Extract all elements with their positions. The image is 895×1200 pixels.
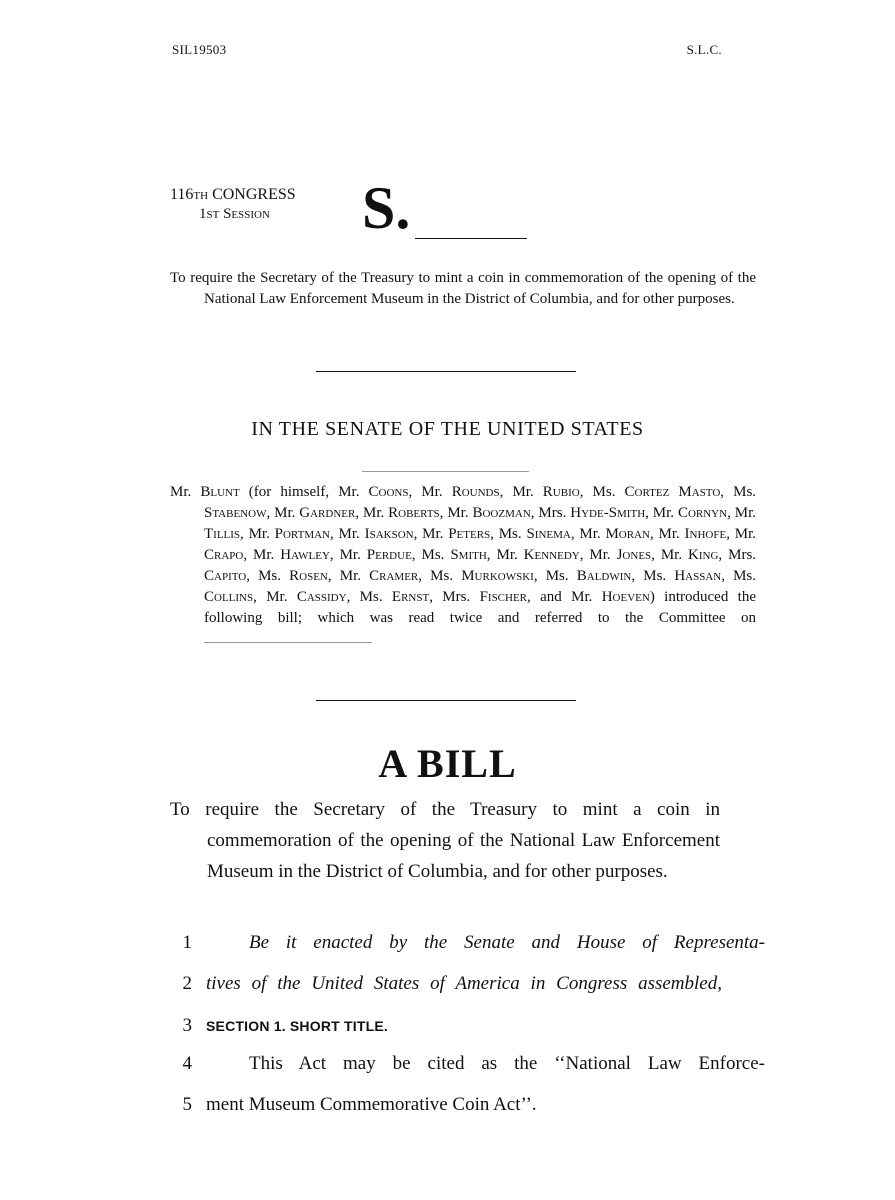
divider-rule-thin — [362, 471, 529, 472]
cosponsor-name: Hawley — [280, 547, 330, 563]
session-number: 1 — [199, 206, 207, 222]
congress-label — [170, 186, 296, 205]
cosponsor-title: Mr. — [734, 526, 757, 542]
cosponsor-name: Baldwin — [576, 568, 632, 584]
lead-sponsor-title: Mr. — [170, 484, 192, 500]
enacting-clause-part2: tives of the United States of America in Congress assembled, — [206, 973, 722, 994]
line-number: 2 — [182, 973, 192, 994]
cosponsor-title: Mr. — [339, 568, 370, 584]
cosponsor-name: Tillis — [204, 526, 241, 542]
cosponsor-title: Ms. — [498, 526, 527, 542]
cosponsor-name: Stabenow — [204, 505, 267, 521]
cosponsor-title: Mr. — [579, 526, 606, 542]
sponsors-paragraph: Mr. Blunt (for himself, Mr. Coons, Mr. Rounds, Mr. Rubio, Ms. Cortez Masto, Ms. Stabenow, Mr. Gardner, Mr. Roberts, Mr. Boozman, Mrs. Hyde-Smith, Mr. Cornyn, Mr. Tillis, Mr. Portman, Mr. Isakson, Mr. Peters, Ms. Sinema, Mr. Moran, Mr. Inhofe, Mr. Crapo, Mr. Hawley, Mr. Perdue, Ms. Smith, Mr. Kennedy, Mr. Jones, Mr. King, Mrs. Capito, Ms. Rosen, Mr. Cramer, Ms. Murkowski, Ms. Baldwin, Ms. Hassan, Ms. Collins, Mr. Cassidy, Ms. Ernst, Mrs. Fischer, and Mr. Hoeven) introduced the following bill; which was read twice and referred to the Committee on — [170, 482, 756, 650]
cosponsor-title: Mr. — [496, 547, 524, 563]
cosponsor-title: Mrs. — [728, 547, 757, 563]
cosponsor-name: Cassidy — [296, 589, 347, 605]
cosponsor-name: Hassan — [674, 568, 722, 584]
cosponsor-name: Collins — [204, 589, 254, 605]
cosponsor-name: Hyde-Smith — [570, 505, 646, 521]
divider-rule-bottom — [316, 700, 576, 701]
session-suffix: ST — [206, 209, 220, 221]
cosponsor-name: Sinema — [526, 526, 571, 542]
cosponsor-title: Ms. — [430, 568, 462, 584]
cosponsor-name: Ernst — [391, 589, 430, 605]
cosponsor-title: Mr. — [362, 505, 389, 521]
bill-line — [170, 932, 765, 972]
cosponsor-name: King — [688, 547, 719, 563]
session-label — [199, 206, 270, 223]
cosponsor-name: Crapo — [204, 547, 244, 563]
cosponsor-title: Mr. — [338, 484, 369, 500]
cosponsor-name: Coons — [368, 484, 409, 500]
cosponsor-title: Mr. — [512, 484, 543, 500]
bill-heading: A BILL — [378, 741, 517, 786]
line-number: 4 — [182, 1053, 192, 1074]
sponsors-closing: introduced the following bill; which was read twice and referred to the Committee on — [204, 589, 756, 626]
bill-line — [170, 1094, 722, 1134]
cosponsor-title: Mr. — [571, 589, 602, 605]
cosponsor-name: Murkowski — [461, 568, 534, 584]
cosponsor-name: Roberts — [388, 505, 440, 521]
line-number: 5 — [182, 1094, 192, 1115]
cosponsor-name: Moran — [605, 526, 650, 542]
cosponsor-title: Mr. — [422, 526, 449, 542]
cosponsor-name: Gardner — [299, 505, 356, 521]
long-title — [170, 794, 720, 887]
enacting-clause-part1: Be it enacted by the Senate and House of Representa- — [249, 932, 765, 953]
cosponsor-title: Ms. — [258, 568, 290, 584]
congress-suffix: TH — [193, 190, 209, 202]
document-id: SIL19503 — [172, 42, 227, 57]
cosponsor-title: Mr. — [421, 484, 452, 500]
bill-number-blank — [415, 238, 527, 239]
line-number: 3 — [182, 1015, 192, 1036]
short-title-provision-part2: ment Museum Commemorative Coin Act’’. — [206, 1094, 537, 1115]
cosponsor-title: Ms. — [733, 568, 757, 584]
congress-word: CONGRESS — [212, 186, 296, 203]
cosponsor-name: Cramer — [369, 568, 419, 584]
divider-rule-top — [316, 371, 576, 372]
cosponsor-name: Cornyn — [677, 505, 728, 521]
cosponsor-title: Mrs. — [538, 505, 571, 521]
cosponsor-name: Hoeven — [601, 589, 650, 605]
cosponsor-name: Fischer — [479, 589, 528, 605]
cosponsor-list: Mr. Coons, Mr. Rounds, Mr. Rubio, Ms. Cortez Masto, Ms. Stabenow, Mr. Gardner, Mr. Roberts, Mr. Boozman, Mrs. Hyde-Smith, Mr. Cornyn, Mr. Tillis, Mr. Portman, Mr. Isakson, Mr. Peters, Ms. Sinema, Mr. Moran, Mr. Inhofe, Mr. Crapo, Mr. Hawley, Mr. Perdue, Ms. Smith, Mr. Kennedy, Mr. Jones, Mr. King, Mrs. Capito, Ms. Rosen, Mr. Cramer, Ms. Murkowski, Ms. Baldwin, Ms. Hassan, Ms. Collins, Mr. Cassidy, Ms. Ernst, Mrs. Fischer, and Mr. Hoeven — [204, 484, 757, 605]
cosponsor-name: Perdue — [366, 547, 412, 563]
cosponsor-title: Mr. — [589, 547, 617, 563]
section-heading: SECTION 1. SHORT TITLE. — [206, 1018, 388, 1034]
cosponsor-title: Ms. — [592, 484, 625, 500]
cosponsor-name: Peters — [448, 526, 491, 542]
cosponsor-name: Capito — [204, 568, 247, 584]
cosponsor-name: Rosen — [289, 568, 328, 584]
cosponsor-name: Isakson — [364, 526, 414, 542]
session-word: Session — [223, 206, 270, 222]
bill-line — [170, 973, 722, 1013]
cosponsor-title: Mr. — [447, 505, 473, 521]
cosponsor-title: Mr. — [652, 505, 678, 521]
bill-prefix: S. — [362, 175, 411, 241]
cosponsor-name: Kennedy — [523, 547, 580, 563]
cosponsor-name: Rubio — [542, 484, 580, 500]
cosponsor-title: Mr. — [660, 547, 689, 563]
bill-line — [170, 1015, 722, 1055]
cosponsor-title: Ms. — [359, 589, 392, 605]
cosponsor-name: Boozman — [472, 505, 531, 521]
cosponsor-name: Cortez Masto — [624, 484, 721, 500]
cosponsor-title: Mr. — [253, 547, 281, 563]
chamber-heading: IN THE SENATE OF THE UNITED STATES — [251, 418, 644, 440]
cosponsor-name: Portman — [274, 526, 330, 542]
bill-line — [170, 1053, 765, 1093]
cosponsor-name: Smith — [450, 547, 487, 563]
cosponsor-title: Mr. — [658, 526, 685, 542]
cosponsor-title: Ms. — [643, 568, 675, 584]
cosponsor-title: Mr. — [248, 526, 275, 542]
cosponsor-title: Mr. — [339, 547, 367, 563]
congress-number: 116 — [170, 186, 194, 203]
line-number: 1 — [182, 932, 192, 953]
cosponsor-title: Ms. — [733, 484, 757, 500]
cosponsor-title: Mr. — [266, 589, 297, 605]
lead-sponsor-name: Blunt — [200, 484, 240, 500]
cosponsor-title: Mr. — [274, 505, 300, 521]
cosponsor-name: Inhofe — [684, 526, 727, 542]
cosponsor-title: Ms. — [545, 568, 577, 584]
cosponsor-title: Mrs. — [442, 589, 480, 605]
short-title: To require the Secretary of the Treasury to mint a coin in commemoration of the opening of the National Law Enforcement Museum in the District of Columbia, and for other purposes. — [170, 270, 756, 307]
cosponsor-title: Ms. — [421, 547, 451, 563]
cosponsor-name: Rounds — [451, 484, 500, 500]
cosponsor-name: Jones — [616, 547, 652, 563]
cosponsor-title: Mr. — [338, 526, 365, 542]
short-title-provision-part1: This Act may be cited as the ‘‘National Law Enforce- — [249, 1053, 765, 1074]
committee-blank — [204, 630, 372, 643]
office-code: S.L.C. — [686, 42, 722, 57]
long-title-text: To require the Secretary of the Treasury to mint a coin in commemoration of the opening of the National Law Enforcement Museum in the District of Columbia, and for other purposes. — [170, 799, 720, 882]
cosponsor-title: Mr. — [734, 505, 756, 521]
